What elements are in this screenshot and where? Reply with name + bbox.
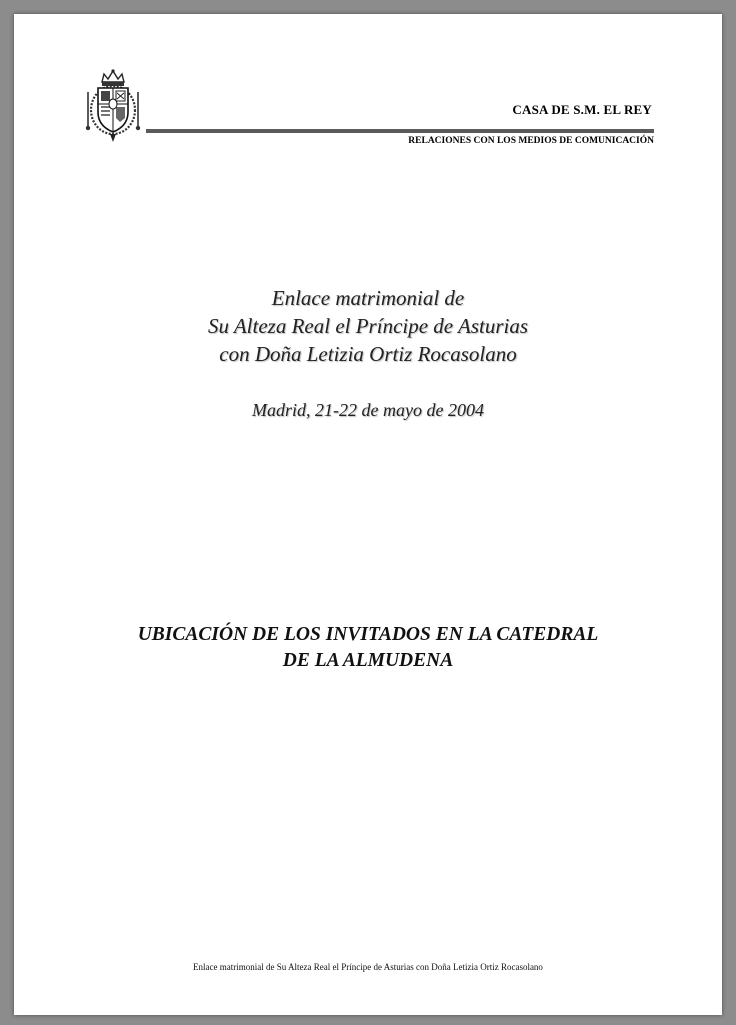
event-line-1: Enlace matrimonial de bbox=[271, 286, 465, 310]
document-title-line-2: DE LA ALMUDENA bbox=[282, 650, 454, 671]
document-title-line-1: UBICACIÓN DE LOS INVITADOS EN LA CATEDRAL bbox=[137, 624, 599, 645]
event-line-2: Su Alteza Real el Príncipe de Asturias bbox=[207, 314, 528, 338]
header-title: CASA DE S.M. EL REY bbox=[512, 102, 652, 117]
header-subtitle: RELACIONES CON LOS MEDIOS DE COMUNICACIÓN bbox=[408, 136, 654, 146]
royal-coat-of-arms-icon bbox=[84, 68, 142, 144]
document-title bbox=[14, 622, 722, 674]
event-date: Madrid, 21-22 de mayo de 2004 bbox=[252, 400, 484, 420]
header-divider bbox=[146, 129, 654, 133]
document-page bbox=[14, 14, 722, 1015]
event-heading bbox=[14, 284, 722, 368]
event-line-3: con Doña Letizia Ortiz Rocasolano bbox=[219, 342, 517, 366]
page-footer: Enlace matrimonial de Su Alteza Real el Príncipe de Asturias con Doña Letizia Ortiz Rocasolano bbox=[193, 962, 543, 972]
